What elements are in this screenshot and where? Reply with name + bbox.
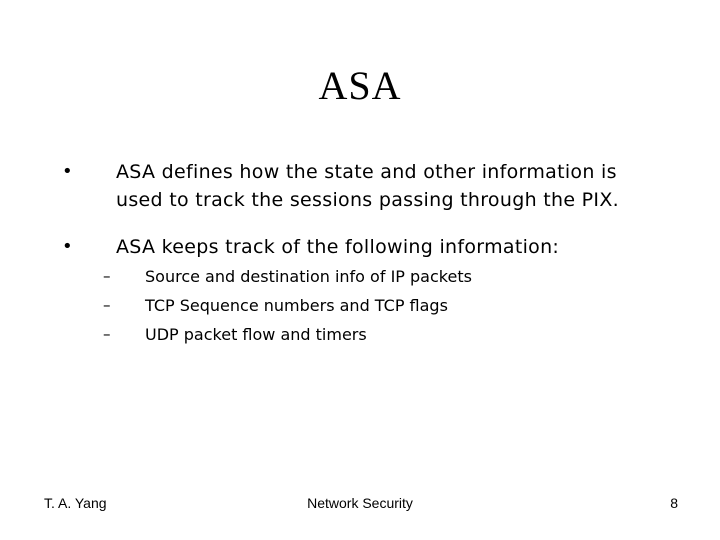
- sub-bullet-text: UDP packet flow and timers: [145, 325, 367, 344]
- sub-bullet-text: Source and destination info of IP packets: [145, 267, 472, 286]
- bullet-marker: •: [62, 161, 73, 182]
- bullet-marker: •: [62, 236, 73, 257]
- sub-bullet-marker: –: [103, 296, 111, 314]
- footer-course: Network Security: [307, 495, 413, 511]
- bullet-text-line: ASA defines how the state and other information is: [116, 161, 617, 183]
- slide-title: ASA: [318, 63, 402, 108]
- page-number: 8: [670, 495, 678, 511]
- bullet-text-line: ASA keeps track of the following information:: [116, 236, 560, 258]
- sub-bullet-marker: –: [103, 325, 111, 343]
- footer-author: T. A. Yang: [44, 495, 107, 511]
- sub-bullet-marker: –: [103, 267, 111, 285]
- bullet-text-line: used to track the sessions passing through the PIX.: [116, 189, 619, 211]
- sub-bullet-text: TCP Sequence numbers and TCP flags: [145, 296, 448, 315]
